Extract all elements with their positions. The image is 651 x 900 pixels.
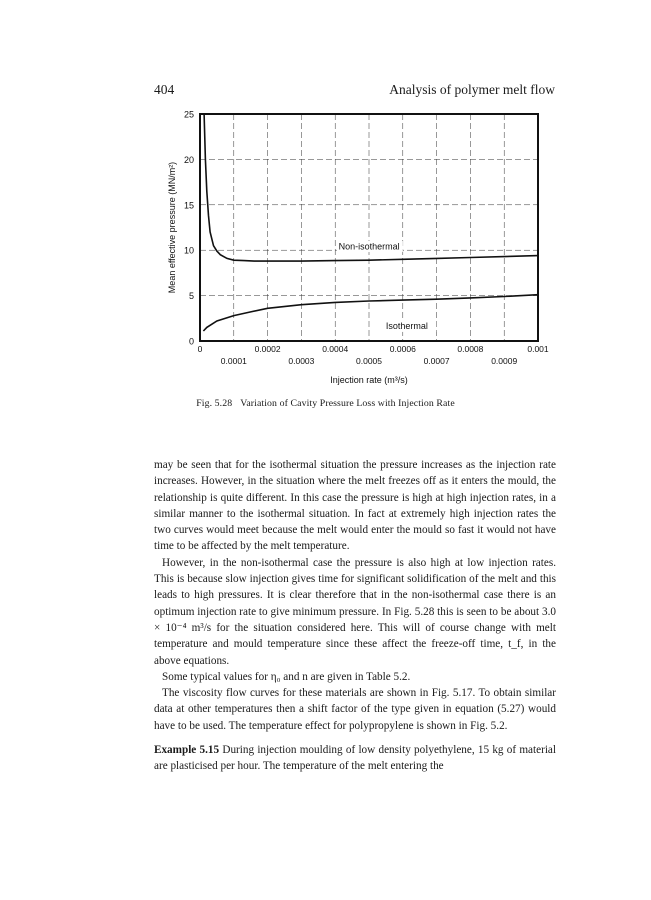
x-tick-label: 0.001 (527, 344, 549, 354)
y-tick-label: 15 (183, 200, 194, 211)
y-axis-label: Mean effective pressure (MN/m²) (167, 161, 177, 294)
x-tick-label: 0.0003 (288, 356, 315, 366)
page-number: 404 (154, 82, 175, 97)
x-tick-label: 0.0008 (457, 344, 484, 354)
x-tick-label: 0.0009 (491, 356, 518, 366)
paragraph-2: However, in the non-isothermal case the pressure is also high at low injection rates. This is because slow injection gives time for significant solidification of the melt and this leads to high pressures. It is clear therefore that in the non-isothermal case there is an optimum injection rate to give minimum pressure. In Fig. 5.28 this is seen to be about 3.0 × 10⁻⁴ m³/s for the situation considered here. This will of course change with melt temperature and mould temperature since these affect the freeze-off time, t_f, in the above equations. (154, 556, 556, 667)
y-tick-label: 20 (183, 154, 194, 165)
x-tick-label: 0.0006 (389, 344, 416, 354)
annotation-non-isothermal: Non-isothermal (338, 241, 400, 252)
y-tick-label: 5 (188, 291, 194, 302)
series-line-isothermal (203, 295, 538, 331)
x-tick-label: 0.0007 (423, 356, 450, 366)
caption-label: Fig. 5.28 (196, 398, 233, 409)
paragraph-1: may be seen that for the isothermal situation the pressure increases as the injection rate increases. However, in the situation where the melt freezes off as it enters the mould, the relationship is quite different. In this case the pressure is high at high injection rates, in a similar manner to the isothermal situation. In fact at extremely high injection rates the two curves would meet because the melt would enter the mould so fast it would not have time to be affected by the melt temperature. (154, 459, 556, 553)
annotation-isothermal: Isothermal (385, 321, 428, 332)
paragraph-3: Some typical values for η₀ and n are given in Table 5.2. (162, 670, 411, 683)
paragraph-4: The viscosity flow curves for these materials are shown in Fig. 5.17. To obtain similar data at other temperatures then a shift factor of the type given in equation (5.27) would have to be used. The temperature effect for polypropylene is shown in Fig. 5.2. (154, 687, 556, 732)
x-tick-label: 0.0004 (322, 344, 349, 354)
x-axis-label: Injection rate (m³/s) (330, 375, 408, 385)
x-tick-label: 0 (197, 344, 203, 354)
y-tick-label: 25 (183, 109, 194, 120)
y-tick-label: 10 (183, 245, 194, 256)
pressure-chart (160, 104, 560, 394)
example-paragraph (154, 742, 556, 775)
caption-text: Variation of Cavity Pressure Loss with Injection Rate (240, 398, 455, 409)
y-tick-label: 0 (188, 336, 194, 347)
x-tick-label: 0.0002 (254, 344, 281, 354)
running-head: Analysis of polymer melt flow (389, 82, 555, 97)
figure-caption (0, 398, 651, 409)
x-tick-label: 0.0001 (220, 356, 247, 366)
series-line-non-isothermal (204, 114, 538, 261)
figure-5-28 (160, 104, 560, 394)
x-tick-label: 0.0005 (356, 356, 382, 366)
example-label: Example 5.15 (154, 744, 220, 757)
example-text: During injection moulding of low density polyethylene, 15 kg of material are plasticised per hour. The temperature of the melt entering the (154, 744, 557, 773)
body-text (154, 457, 556, 775)
